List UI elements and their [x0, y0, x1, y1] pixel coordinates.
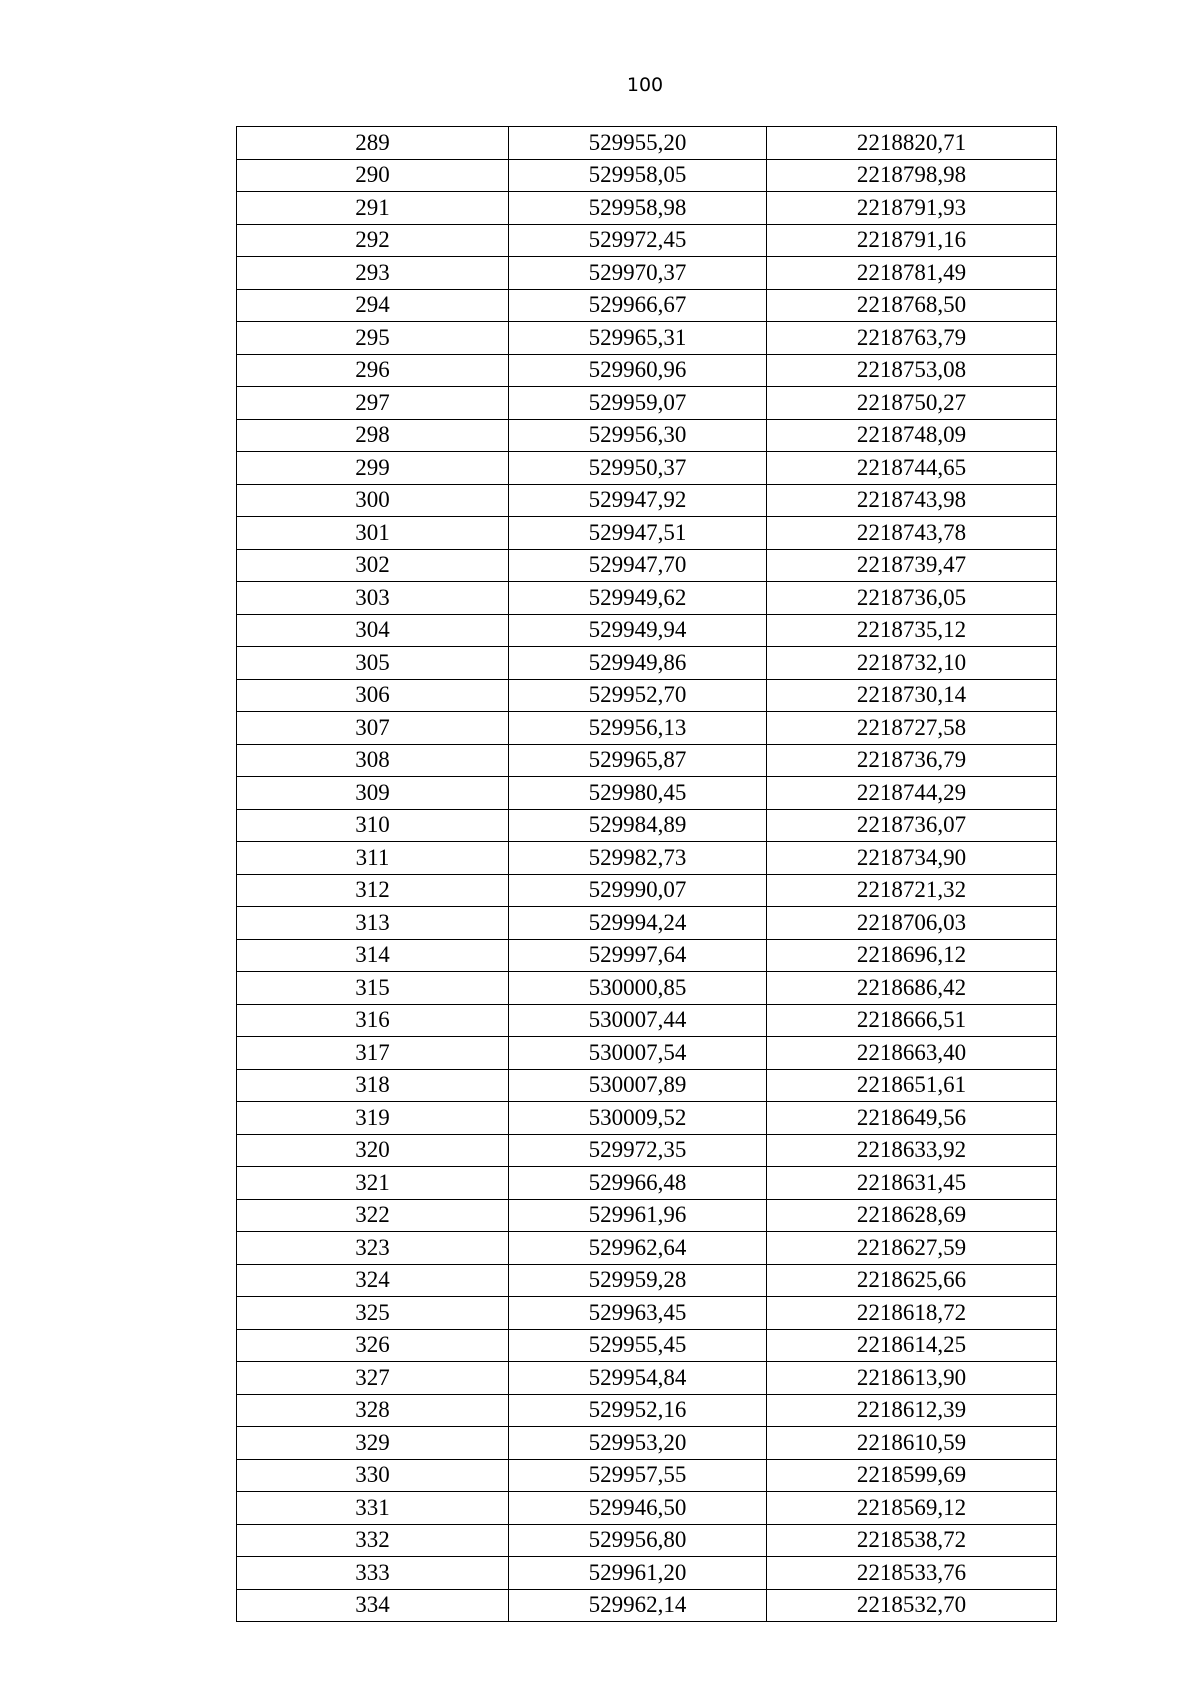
- x-coordinate-cell: 529958,98: [509, 192, 767, 225]
- x-coordinate-cell: 529952,70: [509, 679, 767, 712]
- table-row: [237, 679, 1057, 712]
- point-number-cell: 308: [237, 744, 509, 777]
- table-row: [237, 354, 1057, 387]
- x-coordinate-cell: 529966,48: [509, 1167, 767, 1200]
- coordinates-table-body: [237, 127, 1057, 1622]
- x-coordinate-cell: 529956,13: [509, 712, 767, 745]
- x-coordinate-cell: 529984,89: [509, 809, 767, 842]
- point-number-cell: 323: [237, 1232, 509, 1265]
- x-coordinate-cell: 529949,94: [509, 614, 767, 647]
- y-coordinate-cell: 2218744,29: [767, 777, 1057, 810]
- y-coordinate-cell: 2218736,79: [767, 744, 1057, 777]
- table-row: [237, 452, 1057, 485]
- y-coordinate-cell: 2218612,39: [767, 1394, 1057, 1427]
- table-row: [237, 1297, 1057, 1330]
- table-row: [237, 972, 1057, 1005]
- y-coordinate-cell: 2218730,14: [767, 679, 1057, 712]
- coordinates-table: [236, 126, 1057, 1622]
- table-row: [237, 907, 1057, 940]
- table-row: [237, 159, 1057, 192]
- table-row: [237, 549, 1057, 582]
- y-coordinate-cell: 2218736,05: [767, 582, 1057, 615]
- y-coordinate-cell: 2218744,65: [767, 452, 1057, 485]
- y-coordinate-cell: 2218750,27: [767, 387, 1057, 420]
- point-number-cell: 324: [237, 1264, 509, 1297]
- x-coordinate-cell: 529972,35: [509, 1134, 767, 1167]
- table-row: [237, 1004, 1057, 1037]
- x-coordinate-cell: 529952,16: [509, 1394, 767, 1427]
- point-number-cell: 311: [237, 842, 509, 875]
- x-coordinate-cell: 529980,45: [509, 777, 767, 810]
- x-coordinate-cell: 529960,96: [509, 354, 767, 387]
- y-coordinate-cell: 2218820,71: [767, 127, 1057, 160]
- table-row: [237, 1589, 1057, 1622]
- y-coordinate-cell: 2218791,16: [767, 224, 1057, 257]
- point-number-cell: 328: [237, 1394, 509, 1427]
- point-number-cell: 299: [237, 452, 509, 485]
- point-number-cell: 322: [237, 1199, 509, 1232]
- point-number-cell: 317: [237, 1037, 509, 1070]
- x-coordinate-cell: 529956,30: [509, 419, 767, 452]
- point-number-cell: 298: [237, 419, 509, 452]
- y-coordinate-cell: 2218706,03: [767, 907, 1057, 940]
- point-number-cell: 297: [237, 387, 509, 420]
- point-number-cell: 315: [237, 972, 509, 1005]
- x-coordinate-cell: 529949,86: [509, 647, 767, 680]
- y-coordinate-cell: 2218633,92: [767, 1134, 1057, 1167]
- y-coordinate-cell: 2218753,08: [767, 354, 1057, 387]
- y-coordinate-cell: 2218736,07: [767, 809, 1057, 842]
- table-row: [237, 224, 1057, 257]
- table-row: [237, 1199, 1057, 1232]
- point-number-cell: 305: [237, 647, 509, 680]
- table-row: [237, 939, 1057, 972]
- point-number-cell: 329: [237, 1427, 509, 1460]
- y-coordinate-cell: 2218610,59: [767, 1427, 1057, 1460]
- y-coordinate-cell: 2218748,09: [767, 419, 1057, 452]
- point-number-cell: 314: [237, 939, 509, 972]
- y-coordinate-cell: 2218628,69: [767, 1199, 1057, 1232]
- y-coordinate-cell: 2218696,12: [767, 939, 1057, 972]
- y-coordinate-cell: 2218791,93: [767, 192, 1057, 225]
- table-row: [237, 1362, 1057, 1395]
- x-coordinate-cell: 529958,05: [509, 159, 767, 192]
- point-number-cell: 293: [237, 257, 509, 290]
- y-coordinate-cell: 2218613,90: [767, 1362, 1057, 1395]
- y-coordinate-cell: 2218734,90: [767, 842, 1057, 875]
- x-coordinate-cell: 529947,92: [509, 484, 767, 517]
- point-number-cell: 296: [237, 354, 509, 387]
- point-number-cell: 309: [237, 777, 509, 810]
- x-coordinate-cell: 529955,45: [509, 1329, 767, 1362]
- table-row: [237, 387, 1057, 420]
- table-row: [237, 1069, 1057, 1102]
- point-number-cell: 334: [237, 1589, 509, 1622]
- point-number-cell: 290: [237, 159, 509, 192]
- y-coordinate-cell: 2218763,79: [767, 322, 1057, 355]
- table-row: [237, 1134, 1057, 1167]
- table-row: [237, 257, 1057, 290]
- x-coordinate-cell: 529997,64: [509, 939, 767, 972]
- point-number-cell: 321: [237, 1167, 509, 1200]
- point-number-cell: 289: [237, 127, 509, 160]
- y-coordinate-cell: 2218686,42: [767, 972, 1057, 1005]
- point-number-cell: 316: [237, 1004, 509, 1037]
- x-coordinate-cell: 529950,37: [509, 452, 767, 485]
- x-coordinate-cell: 529994,24: [509, 907, 767, 940]
- y-coordinate-cell: 2218666,51: [767, 1004, 1057, 1037]
- x-coordinate-cell: 529946,50: [509, 1492, 767, 1525]
- x-coordinate-cell: 529982,73: [509, 842, 767, 875]
- x-coordinate-cell: 529947,70: [509, 549, 767, 582]
- x-coordinate-cell: 529949,62: [509, 582, 767, 615]
- point-number-cell: 295: [237, 322, 509, 355]
- point-number-cell: 318: [237, 1069, 509, 1102]
- table-row: [237, 1427, 1057, 1460]
- x-coordinate-cell: 529965,31: [509, 322, 767, 355]
- point-number-cell: 303: [237, 582, 509, 615]
- table-row: [237, 1102, 1057, 1135]
- table-row: [237, 1037, 1057, 1070]
- table-row: [237, 289, 1057, 322]
- table-row: [237, 1264, 1057, 1297]
- y-coordinate-cell: 2218614,25: [767, 1329, 1057, 1362]
- x-coordinate-cell: 529965,87: [509, 744, 767, 777]
- y-coordinate-cell: 2218569,12: [767, 1492, 1057, 1525]
- table-row: [237, 1557, 1057, 1590]
- table-row: [237, 744, 1057, 777]
- table-row: [237, 1492, 1057, 1525]
- y-coordinate-cell: 2218739,47: [767, 549, 1057, 582]
- point-number-cell: 319: [237, 1102, 509, 1135]
- x-coordinate-cell: 529959,07: [509, 387, 767, 420]
- page-number: 100: [626, 74, 664, 96]
- table-row: [237, 419, 1057, 452]
- x-coordinate-cell: 529954,84: [509, 1362, 767, 1395]
- y-coordinate-cell: 2218798,98: [767, 159, 1057, 192]
- table-row: [237, 842, 1057, 875]
- table-row: [237, 809, 1057, 842]
- table-row: [237, 192, 1057, 225]
- point-number-cell: 302: [237, 549, 509, 582]
- x-coordinate-cell: 529961,96: [509, 1199, 767, 1232]
- y-coordinate-cell: 2218532,70: [767, 1589, 1057, 1622]
- y-coordinate-cell: 2218538,72: [767, 1524, 1057, 1557]
- point-number-cell: 291: [237, 192, 509, 225]
- x-coordinate-cell: 529972,45: [509, 224, 767, 257]
- y-coordinate-cell: 2218631,45: [767, 1167, 1057, 1200]
- x-coordinate-cell: 530007,44: [509, 1004, 767, 1037]
- point-number-cell: 301: [237, 517, 509, 550]
- x-coordinate-cell: 530007,89: [509, 1069, 767, 1102]
- y-coordinate-cell: 2218649,56: [767, 1102, 1057, 1135]
- table-row: [237, 127, 1057, 160]
- x-coordinate-cell: 529966,67: [509, 289, 767, 322]
- point-number-cell: 294: [237, 289, 509, 322]
- table-row: [237, 647, 1057, 680]
- y-coordinate-cell: 2218768,50: [767, 289, 1057, 322]
- x-coordinate-cell: 529962,64: [509, 1232, 767, 1265]
- point-number-cell: 332: [237, 1524, 509, 1557]
- y-coordinate-cell: 2218721,32: [767, 874, 1057, 907]
- table-row: [237, 517, 1057, 550]
- table-row: [237, 484, 1057, 517]
- table-row: [237, 322, 1057, 355]
- point-number-cell: 310: [237, 809, 509, 842]
- y-coordinate-cell: 2218651,61: [767, 1069, 1057, 1102]
- table-row: [237, 874, 1057, 907]
- x-coordinate-cell: 529955,20: [509, 127, 767, 160]
- x-coordinate-cell: 529962,14: [509, 1589, 767, 1622]
- x-coordinate-cell: 529970,37: [509, 257, 767, 290]
- point-number-cell: 313: [237, 907, 509, 940]
- y-coordinate-cell: 2218618,72: [767, 1297, 1057, 1330]
- y-coordinate-cell: 2218663,40: [767, 1037, 1057, 1070]
- table-row: [237, 582, 1057, 615]
- x-coordinate-cell: 530000,85: [509, 972, 767, 1005]
- x-coordinate-cell: 529956,80: [509, 1524, 767, 1557]
- y-coordinate-cell: 2218727,58: [767, 712, 1057, 745]
- y-coordinate-cell: 2218533,76: [767, 1557, 1057, 1590]
- x-coordinate-cell: 529963,45: [509, 1297, 767, 1330]
- y-coordinate-cell: 2218743,78: [767, 517, 1057, 550]
- x-coordinate-cell: 529957,55: [509, 1459, 767, 1492]
- x-coordinate-cell: 529990,07: [509, 874, 767, 907]
- point-number-cell: 333: [237, 1557, 509, 1590]
- y-coordinate-cell: 2218781,49: [767, 257, 1057, 290]
- point-number-cell: 307: [237, 712, 509, 745]
- point-number-cell: 292: [237, 224, 509, 257]
- point-number-cell: 312: [237, 874, 509, 907]
- point-number-cell: 306: [237, 679, 509, 712]
- table-row: [237, 1232, 1057, 1265]
- x-coordinate-cell: 529959,28: [509, 1264, 767, 1297]
- point-number-cell: 327: [237, 1362, 509, 1395]
- table-row: [237, 614, 1057, 647]
- point-number-cell: 325: [237, 1297, 509, 1330]
- table-row: [237, 712, 1057, 745]
- y-coordinate-cell: 2218625,66: [767, 1264, 1057, 1297]
- y-coordinate-cell: 2218627,59: [767, 1232, 1057, 1265]
- y-coordinate-cell: 2218743,98: [767, 484, 1057, 517]
- x-coordinate-cell: 530009,52: [509, 1102, 767, 1135]
- table-row: [237, 1167, 1057, 1200]
- x-coordinate-cell: 529947,51: [509, 517, 767, 550]
- y-coordinate-cell: 2218599,69: [767, 1459, 1057, 1492]
- y-coordinate-cell: 2218732,10: [767, 647, 1057, 680]
- table-row: [237, 777, 1057, 810]
- table-row: [237, 1524, 1057, 1557]
- point-number-cell: 300: [237, 484, 509, 517]
- point-number-cell: 326: [237, 1329, 509, 1362]
- point-number-cell: 330: [237, 1459, 509, 1492]
- table-row: [237, 1459, 1057, 1492]
- y-coordinate-cell: 2218735,12: [767, 614, 1057, 647]
- table-row: [237, 1329, 1057, 1362]
- point-number-cell: 320: [237, 1134, 509, 1167]
- x-coordinate-cell: 529961,20: [509, 1557, 767, 1590]
- x-coordinate-cell: 530007,54: [509, 1037, 767, 1070]
- point-number-cell: 331: [237, 1492, 509, 1525]
- x-coordinate-cell: 529953,20: [509, 1427, 767, 1460]
- table-row: [237, 1394, 1057, 1427]
- point-number-cell: 304: [237, 614, 509, 647]
